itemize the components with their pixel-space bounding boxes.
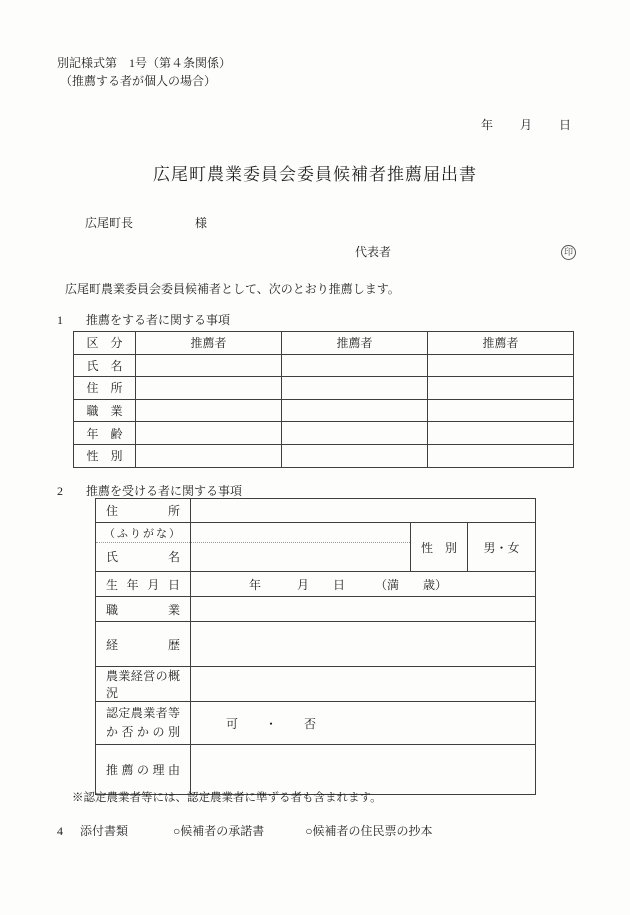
section4-row (57, 823, 433, 839)
recommenders-table (73, 331, 574, 468)
addressee-row (85, 215, 207, 231)
form-note: （推薦する者が個人の場合） (60, 74, 217, 88)
candidate-table (95, 498, 536, 795)
section2-heading (57, 483, 242, 499)
table-row (96, 622, 536, 667)
table-row (74, 444, 574, 467)
intro-text: 広尾町農業委員会委員候補者として、次のとおり推薦します。 (65, 282, 400, 296)
section4-title: 添付書類 (80, 824, 129, 838)
form-input-cell (282, 354, 428, 377)
row-label: 認定農業者等 か否かの別 (96, 702, 191, 745)
table-row (96, 572, 536, 597)
attachment-item: ○候補者の承諾書 (173, 824, 265, 838)
table-row (74, 354, 574, 377)
form-input-cell (428, 354, 574, 377)
column-header: 推薦者 (136, 332, 282, 355)
form-input-cell (428, 444, 574, 467)
section1-heading (57, 312, 230, 328)
row-label: 農業経営の概況 (96, 667, 191, 702)
table-row (96, 667, 536, 702)
row-label: 経歴 (96, 622, 191, 667)
form-input-cell (136, 422, 282, 445)
form-input-cell (282, 444, 428, 467)
table-row (96, 702, 536, 745)
form-input-cell (191, 622, 536, 667)
name-label-cell (96, 523, 191, 572)
form-input-cell (428, 422, 574, 445)
section1-number: 1 (57, 313, 63, 327)
form-input-cell (191, 499, 536, 523)
addressee: 広尾町長 (85, 216, 134, 230)
row-label: 氏 名 (74, 354, 136, 377)
footnote: ※認定農業者等には、認定農業者に準ずる者も含まれます。 (72, 792, 382, 804)
form-input-cell (282, 377, 428, 400)
form-input-cell (282, 422, 428, 445)
table-row (96, 597, 536, 622)
form-input-cell (428, 399, 574, 422)
gender-label-cell: 性 別 (411, 523, 468, 572)
furigana-label: （ふりがな） (96, 523, 190, 543)
table-row (74, 377, 574, 400)
form-code: 別記様式第 1号（第４条関係） (57, 56, 232, 70)
date-line: 年 月 日 (480, 118, 572, 132)
form-input-cell (282, 399, 428, 422)
table-row (96, 745, 536, 795)
page-title: 広尾町農業委員会委員候補者推薦届出書 (153, 165, 477, 184)
form-input-cell (136, 354, 282, 377)
table-row (74, 422, 574, 445)
row-label: 性 別 (74, 444, 136, 467)
table-row (96, 523, 536, 572)
section4-number: 4 (57, 824, 63, 838)
form-input-cell (191, 523, 411, 572)
table-row (74, 399, 574, 422)
form-input-cell (136, 377, 282, 400)
name-label: 氏名 (106, 550, 180, 564)
form-input-cell (428, 377, 574, 400)
birth-value-cell: 年 月 日 （満 歳） (191, 572, 536, 597)
gender-value-cell: 男・女 (468, 523, 536, 572)
furigana-input-area (191, 523, 410, 543)
representative-row (355, 244, 576, 260)
form-input-cell (191, 667, 536, 702)
certified-value-cell: 可 ・ 否 (191, 702, 536, 745)
section2-number: 2 (57, 484, 63, 498)
column-header: 推薦者 (428, 332, 574, 355)
form-input-cell (136, 444, 282, 467)
table-row (74, 332, 574, 355)
column-header: 推薦者 (282, 332, 428, 355)
row-label: 年 齢 (74, 422, 136, 445)
addressee-honorific: 様 (195, 216, 208, 230)
row-label: 生年月日 (96, 572, 191, 597)
table-row (96, 499, 536, 523)
form-input-cell (136, 399, 282, 422)
row-label: 住所 (96, 499, 191, 523)
name-input-area (191, 543, 410, 571)
section2-title: 推薦を受ける者に関する事項 (86, 484, 243, 498)
row-label: 職 業 (74, 399, 136, 422)
row-label: 職業 (96, 597, 191, 622)
attachment-item: ○候補者の住民票の抄本 (305, 824, 433, 838)
representative-label: 代表者 (355, 245, 392, 259)
section1-title: 推薦をする者に関する事項 (86, 313, 231, 327)
seal-icon: 印 (561, 245, 576, 260)
row-label: 住 所 (74, 377, 136, 400)
form-input-cell (191, 597, 536, 622)
column-header: 区 分 (74, 332, 136, 355)
form-input-cell (191, 745, 536, 795)
row-label: 推薦の理由 (96, 745, 191, 795)
